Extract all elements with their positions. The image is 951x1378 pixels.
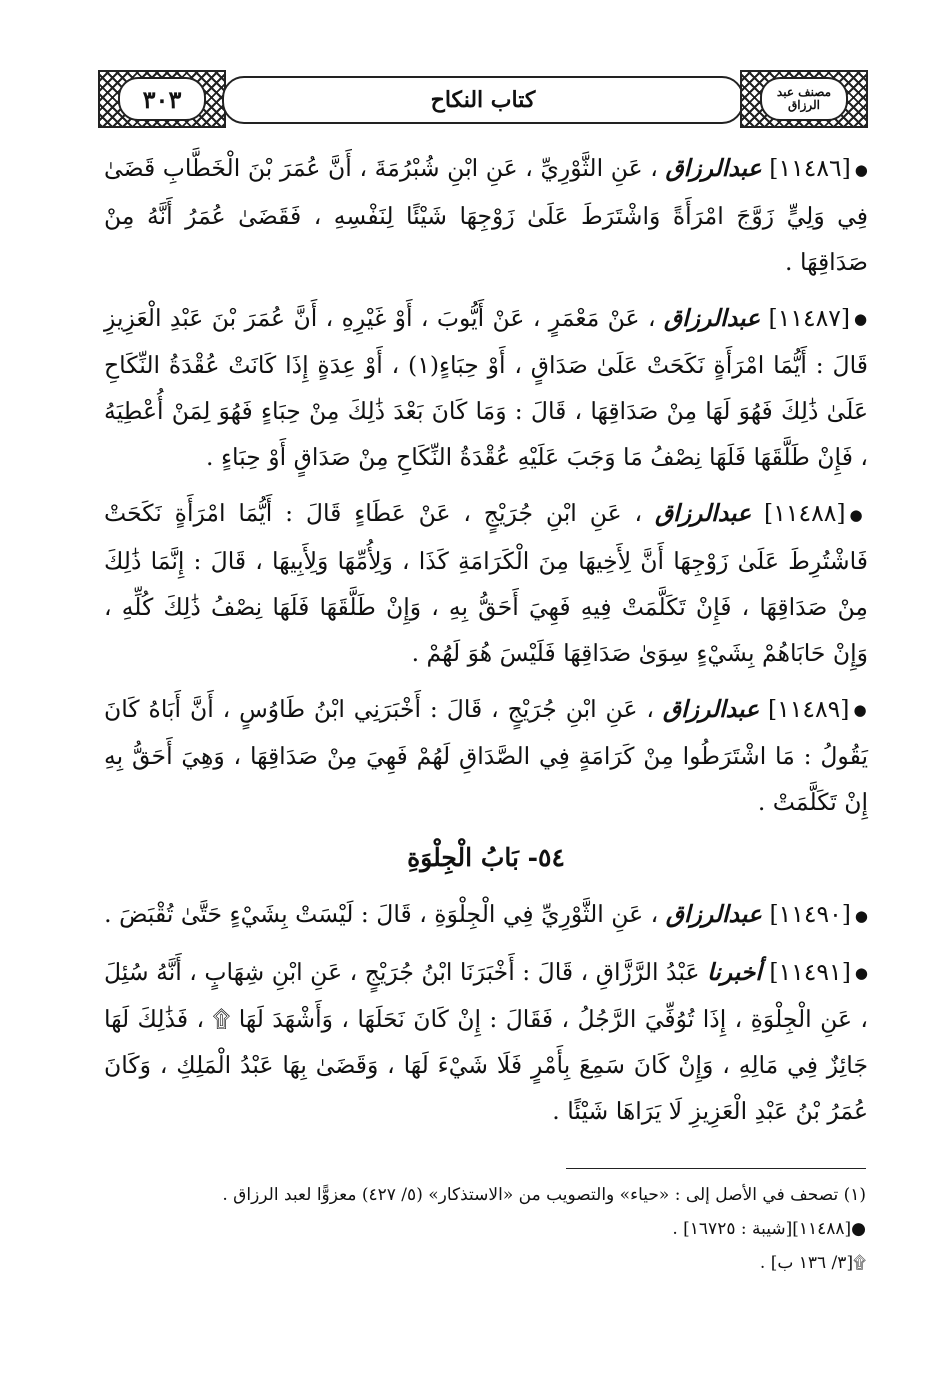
entry-text: ، عَنِ ابْنِ جُرَيْجٍ ، قَالَ : أَخْبَرَنِي ابْنُ طَاوُسٍ ، أَنَّ أَبَاهُ كَانَ يَقُولُ : مَا اشْتَرَطُوا مِنْ كَرَامَةٍ فِي الصَّدَاقِ لَهُمْ فَهِيَ مِنْ صَدَاقِهَا ، وَهِيَ أَحَقُّ بِهِ إِنْ تَكَلَّمَتْ . — [104, 694, 868, 816]
page-number: ٣٠٣ — [118, 77, 206, 121]
entry-text: ، عَنِ ابْنِ جُرَيْجٍ ، عَنْ عَطَاءٍ قَالَ : أَيُّمَا امْرَأَةٍ نَكَحَتْ فَاشْتُرِطَ عَلَىٰ زَوْجِهَا أَنَّ لِأَخِيهَا مِنَ الْكَرَامَةِ كَذَا ، وَلِأُمِّهَا وَلِأَبِيهَا ، قَالَ : إِنَّمَا ذَٰلِكَ مِنْ صَدَاقِهَا ، فَإِنْ تَكَلَّمَتْ فِيهِ فَهِيَ أَحَقُّ بِهِ ، وَإِنْ طَلَّقَهَا فَلَهَا نِصْفُ ذَٰلِكَ كُلِّهِ ، وَإِنْ حَابَاهُمْ بِشَيْءٍ سِوَىٰ صَدَاقِهَا فَلَيْسَ هُوَ لَهُمْ . — [104, 499, 868, 667]
entry-author: عبدالرزاق — [665, 154, 762, 182]
entry-text: ، عَنْ مَعْمَرٍ ، عَنْ أَيُّوبَ ، أَوْ غَيْرِهِ ، أَنَّ عُمَرَ بْنَ عَبْدِ الْعَزِيزِ قَالَ : أَيُّمَا امْرَأَةٍ نَكَحَتْ عَلَىٰ صَدَاقٍ ، أَوْ حِبَاءٍ(١) ، أَوْ عِدَةٍ إِذَا كَانَتْ عُقْدَةُ النِّكَاحِ عَلَىٰ ذَٰلِكَ فَهُوَ لَهَا مِنْ صَدَاقِهَا ، قَالَ : وَمَا كَانَ بَعْدَ ذَٰلِكَ مِنْ حِبَاءٍ فَهُوَ لِمَنْ أُعْطِيَهُ ، فَإِنْ طَلَّقَهَا فَلَهَا نِصْفُ مَا وَجَبَ عَلَيْهِ عُقْدَةُ النِّكَاحِ مِنْ صَدَاقٍ أَوْ حِبَاءٍ . — [104, 303, 868, 471]
bullet-icon: ● — [854, 310, 868, 328]
bullet-icon: ● — [854, 160, 868, 179]
footnote-divider — [566, 1168, 866, 1169]
bullet-icon: ● — [854, 906, 868, 925]
hadith-entry — [104, 891, 868, 939]
hadith-entry — [104, 949, 868, 1135]
entry-author: أخبرنا — [707, 957, 762, 986]
book-emblem-ornament — [740, 70, 868, 128]
section-heading: ٥٤- بَابُ الْجِلْوَةِ — [407, 843, 565, 872]
entry-text: ، عَنِ الثَّوْرِيِّ فِي الْجِلْوَةِ ، قَالَ : لَيْسَتْ بِشَيْءٍ حَتَّىٰ تُقْبَضَ . — [104, 900, 659, 928]
running-title: كتاب النكاح — [222, 76, 744, 124]
main-text — [104, 145, 868, 1144]
entry-author: عبدالرزاق — [662, 694, 760, 723]
entry-author: عبدالرزاق — [665, 900, 762, 928]
footnote-1: (١) تصحف في الأصل إلى : «حياء» والتصويب من «الاستذكار» (٥/ ٤٢٧) معزوًّا لعبد الرزاق . — [222, 1185, 866, 1205]
hadith-entry — [104, 686, 868, 826]
bullet-icon: ● — [849, 505, 868, 524]
entry-number: [١١٤٨٨] — [764, 499, 846, 527]
page-number-ornament — [98, 70, 226, 128]
book-emblem: مصنف عبد الرزاق — [760, 77, 848, 121]
entry-author: عبدالرزاق — [663, 303, 761, 332]
footnote-reference: ●[١١٤٨٨][شيبة : ١٦٧٢٥] . — [672, 1219, 866, 1239]
entry-number: [١١٤٨٧] — [768, 303, 850, 332]
entry-number: [١١٤٩٠] — [769, 900, 851, 928]
entry-text: ، عَنِ الثَّوْرِيِّ ، عَنِ ابْنِ شُبْرُمَةَ ، أَنَّ عُمَرَ بْنَ الْخَطَّابِ قَضَىٰ فِي وَلِيٍّ زَوَّجَ امْرَأَةً وَاشْتَرَطَ عَلَىٰ زَوْجِهَا شَيْئًا لِنَفْسِهِ ، فَقَضَىٰ عُمَرُ أَنَّهُ مِنْ صَدَاقِهَا . — [104, 154, 868, 276]
bullet-icon: ● — [853, 701, 868, 719]
entry-text: عَبْدُ الرَّزَّاقِ ، قَالَ : أَخْبَرَنَا ابْنُ جُرَيْجٍ ، عَنِ ابْنِ شِهَابٍ ، أَنَّهُ سُئِلَ ، عَنِ الْجِلْوَةِ ، إِذَا تُوُفِّيَ الرَّجُلُ ، فَقَالَ : إِنْ كَانَ نَحَلَهَا ، وَأَشْهَدَ لَهَا ۩ ، فَذَٰلِكَ لَهَا جَائِزٌ فِي مَالِهِ ، وَإِنْ كَانَ سَمِعَ بِأَمْرٍ فَلَا شَيْءَ لَهَا ، وَقَضَىٰ بِهَا عَبْدُ الْمَلِكِ ، وَكَانَ عُمَرُ بْنُ عَبْدِ الْعَزِيزِ لَا يَرَاهَا شَيْئًا . — [104, 957, 868, 1125]
hadith-entry — [104, 145, 868, 285]
entry-number: [١١٤٩١] — [769, 957, 851, 986]
footnote-reference: ۩[٣/ ١٣٦ ب] . — [759, 1253, 866, 1273]
entry-number: [١١٤٨٩] — [768, 694, 850, 723]
bullet-icon: ● — [854, 964, 868, 982]
footnotes — [104, 1178, 866, 1280]
page-header — [98, 70, 868, 128]
entry-number: [١١٤٨٦] — [769, 154, 851, 182]
entry-author: عبدالرزاق — [654, 499, 752, 527]
hadith-entry — [104, 490, 868, 676]
hadith-entry — [104, 295, 868, 481]
